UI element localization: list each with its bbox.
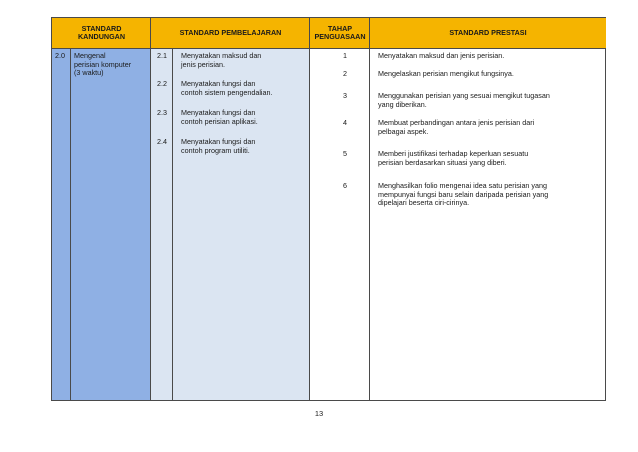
pembelajaran-code: 2.2 xyxy=(157,79,167,88)
kandungan-line: (3 waktu) xyxy=(74,68,104,78)
prestasi-line: pelbagai aspek. xyxy=(378,126,429,136)
kandungan-column-bg xyxy=(52,49,150,400)
header-tahap-line1: TAHAP xyxy=(327,24,353,33)
pembelajaran-code: 2.3 xyxy=(157,108,167,117)
pembelajaran-line: Menyatakan fungsi dan xyxy=(181,79,256,88)
tahap-level: 2 xyxy=(343,69,347,78)
header-kandungan xyxy=(52,18,151,49)
pembelajaran-text xyxy=(181,80,273,97)
tahap-level: 4 xyxy=(343,118,347,127)
prestasi-line: perisian berdasarkan situasi yang diberi. xyxy=(378,157,507,167)
prestasi-line: Membuat perbandingan antara jenis perisian dari xyxy=(378,118,535,127)
prestasi-line: Mengelaskan perisian mengikut fungsinya. xyxy=(378,69,514,78)
header-tahap-line2: PENGUASAAN xyxy=(314,32,366,41)
prestasi-line: yang diberikan. xyxy=(378,99,427,109)
pembelajaran-text xyxy=(181,109,258,126)
kandungan-code: 2.0 xyxy=(55,51,65,60)
divider xyxy=(150,18,151,400)
pembelajaran-line: Menyatakan maksud dan xyxy=(181,51,262,60)
prestasi-text xyxy=(378,182,548,208)
pembelajaran-line: contoh perisian aplikasi. xyxy=(181,116,258,126)
tahap-level: 1 xyxy=(343,51,347,60)
pembelajaran-code: 2.4 xyxy=(157,137,167,146)
divider xyxy=(309,18,310,400)
prestasi-text xyxy=(378,119,534,136)
header-pembelajaran-label: STANDARD PEMBELAJARAN xyxy=(179,28,282,37)
header-prestasi-label: STANDARD PRESTASI xyxy=(449,28,527,37)
prestasi-text xyxy=(378,52,504,61)
pembelajaran-line: contoh sistem pengendalian. xyxy=(181,87,273,97)
divider xyxy=(172,49,173,400)
kandungan-line: perisian komputer xyxy=(74,59,132,69)
pembelajaran-text xyxy=(181,52,261,69)
prestasi-line: dipelajari beserta ciri-cirinya. xyxy=(378,198,470,208)
pembelajaran-code: 2.1 xyxy=(157,51,167,60)
header-tahap xyxy=(310,18,370,49)
prestasi-text xyxy=(378,70,514,79)
pembelajaran-column-bg xyxy=(151,49,310,400)
pembelajaran-line: Menyatakan fungsi dan xyxy=(181,108,256,117)
tahap-level: 3 xyxy=(343,91,347,100)
prestasi-text xyxy=(378,92,550,109)
prestasi-line: Menggunakan perisian yang sesuai mengikut tugasan xyxy=(378,91,550,100)
header-kandungan-line1: STANDARD xyxy=(81,24,122,33)
divider xyxy=(369,18,370,400)
header-pembelajaran xyxy=(151,18,310,49)
standards-table xyxy=(51,17,606,401)
page-number: 13 xyxy=(314,409,324,418)
prestasi-text xyxy=(378,150,528,167)
tahap-level: 6 xyxy=(343,181,347,190)
kandungan-title xyxy=(74,52,131,78)
prestasi-line: Menghasilkan folio mengenai idea satu perisian yang xyxy=(378,181,548,190)
prestasi-line: Menyatakan maksud dan jenis perisian. xyxy=(378,51,505,60)
prestasi-line: Memberi justifikasi terhadap keperluan sesuatu xyxy=(378,149,529,158)
pembelajaran-text xyxy=(181,138,255,155)
header-kandungan-line2: KANDUNGAN xyxy=(77,32,126,41)
pembelajaran-line: Menyatakan fungsi dan xyxy=(181,137,256,146)
pembelajaran-line: jenis perisian. xyxy=(181,59,225,69)
pembelajaran-line: contoh program utiliti. xyxy=(181,145,250,155)
header-prestasi xyxy=(370,18,606,49)
divider xyxy=(70,49,71,400)
tahap-level: 5 xyxy=(343,149,347,158)
prestasi-line: mempunyai fungsi baru selain daripada perisian yang xyxy=(378,189,549,199)
kandungan-line: Mengenal xyxy=(74,51,106,60)
